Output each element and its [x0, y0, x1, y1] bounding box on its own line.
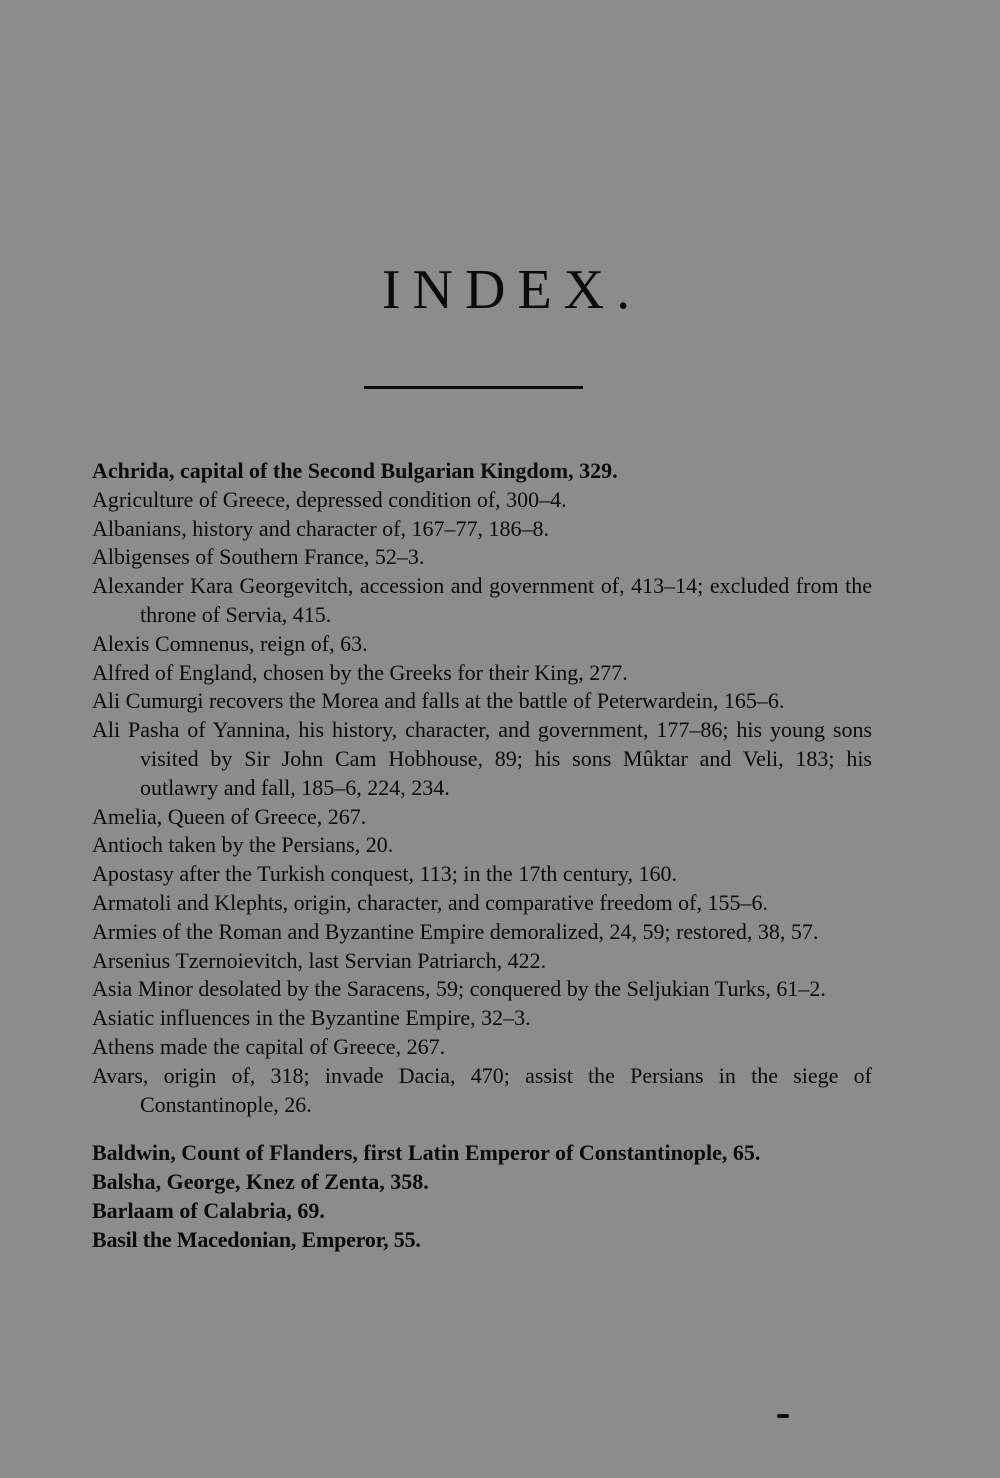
index-entry: Asia Minor desolated by the Saracens, 59; conquered by the Seljukian Turks, 61–2. [92, 976, 826, 1002]
index-entry: Albigenses of Southern France, 52–3. [92, 544, 425, 570]
index-entry: Albanians, history and character of, 167–77, 186–8. [92, 515, 549, 541]
index-entry: Antioch taken by the Persians, 20. [92, 832, 394, 858]
index-entry: Basil the Macedonian, Emperor, 55. [92, 1226, 421, 1252]
index-entry: Avars, origin of, 318; invade Dacia, 470; assist the Persians in the siege of Constantinople, 26. [92, 1062, 872, 1117]
index-entry: Barlaam of Calabria, 69. [92, 1197, 325, 1223]
index-entry: Armatoli and Klephts, origin, character, and comparative freedom of, 155–6. [92, 889, 768, 915]
title-rule [364, 386, 583, 389]
index-entry: Alexander Kara Georgevitch, accession and government of, 413–14; excluded from the throne of Servia, 415. [92, 573, 872, 627]
index-entry: Alfred of England, chosen by the Greeks for their King, 277. [92, 659, 628, 685]
index-list [92, 457, 872, 1255]
index-entry: Amelia, Queen of Greece, 267. [92, 803, 367, 829]
page-title: INDEX. [381, 259, 643, 321]
index-entry: Agriculture of Greece, depressed condition of, 300–4. [92, 486, 567, 512]
index-entry: Apostasy after the Turkish conquest, 113; in the 17th century, 160. [92, 861, 677, 887]
ink-mark [777, 1414, 789, 1418]
index-entry: Baldwin, Count of Flanders, first Latin Emperor of Constantinople, 65. [92, 1140, 761, 1166]
index-entry: Athens made the capital of Greece, 267. [92, 1033, 446, 1059]
index-entry: Armies of the Roman and Byzantine Empire demoralized, 24, 59; restored, 38, 57. [92, 918, 819, 944]
index-entry: Ali Pasha of Yannina, his history, character, and government, 177–86; his young sons visited by Sir John Cam Hobhouse, 89; his sons Mûktar and Veli, 183; his outlawry and fall, 185–6, 224, 234. [92, 717, 872, 800]
index-entry: Balsha, George, Knez of Zenta, 358. [92, 1169, 429, 1195]
index-entry: Alexis Comnenus, reign of, 63. [92, 630, 368, 656]
index-entry: Ali Cumurgi recovers the Morea and falls at the battle of Peterwardein, 165–6. [92, 688, 785, 714]
index-entry: Arsenius Tzernoievitch, last Servian Patriarch, 422. [92, 947, 547, 973]
index-entry: Asiatic influences in the Byzantine Empire, 32–3. [92, 1005, 531, 1031]
index-entry: Achrida, capital of the Second Bulgarian Kingdom, 329. [92, 458, 618, 483]
